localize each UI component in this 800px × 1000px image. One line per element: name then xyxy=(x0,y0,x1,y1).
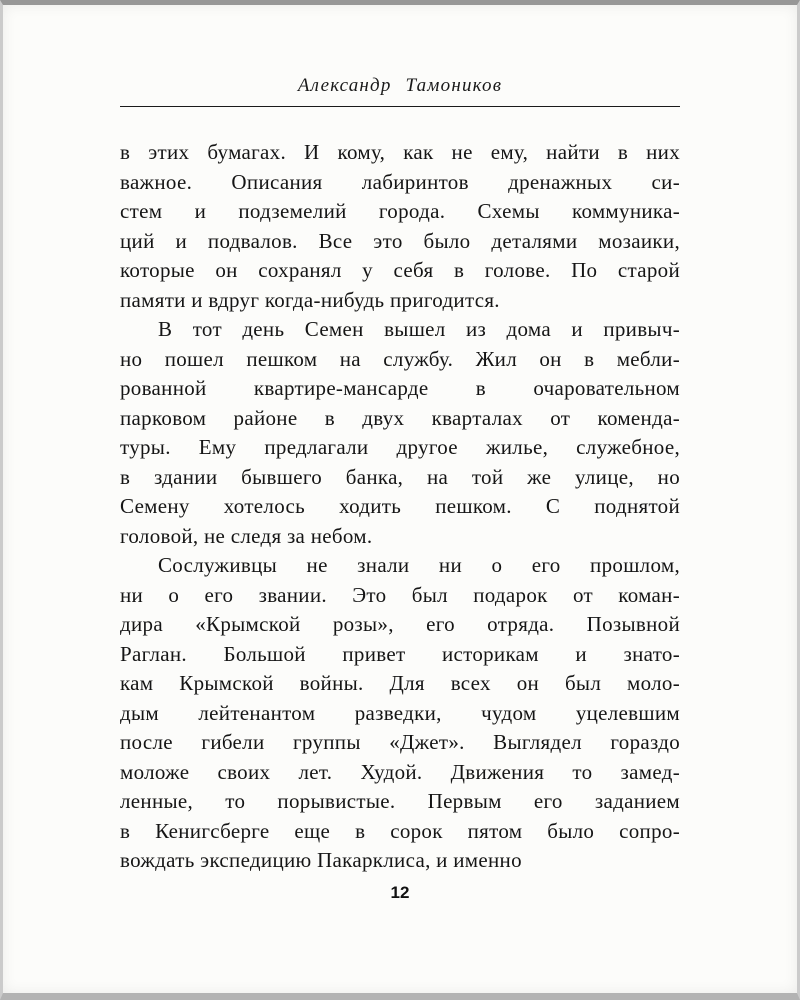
text-line: головой, не следя за небом. xyxy=(120,523,373,548)
page-body xyxy=(120,138,680,876)
text-line: но пошел пешком на службу. Жил он в мебли- xyxy=(120,346,680,371)
text-line: вождать экспедицию Пакарклиса, и именно xyxy=(120,848,522,872)
text-line: важное. Описания лабиринтов дренажных си- xyxy=(120,169,680,194)
text-line: кам Крымской войны. Для всех он был моло- xyxy=(120,671,680,695)
text-line: Сослуживцы не знали ни о его прошлом, xyxy=(158,553,680,577)
text-line: Раглан. Большой привет историкам и знато- xyxy=(120,641,680,666)
text-line: моложе своих лет. Худой. Движения то замед- xyxy=(120,759,680,784)
text-line: памяти и вдруг когда-нибудь пригодится. xyxy=(120,287,500,312)
text-line: которые он сохранял у себя в голове. По старой xyxy=(120,258,680,282)
paragraph xyxy=(120,315,680,551)
text-line: парковом районе в двух кварталах от коменда- xyxy=(120,405,680,430)
running-header: Александр Тамоников xyxy=(297,75,503,96)
text-line: туры. Ему предлагали другое жилье, служебное, xyxy=(120,435,680,459)
text-line: рованной квартире-мансарде в очаровательном xyxy=(120,376,680,400)
text-line: в Кенигсберге еще в сорок пятом было сопро- xyxy=(120,818,680,843)
text-line: В тот день Семен вышел из дома и привыч- xyxy=(158,317,680,341)
paragraph xyxy=(120,138,680,315)
text-line: в здании бывшего банка, на той же улице, но xyxy=(120,464,680,489)
text-line: стем и подземелий города. Схемы коммуника- xyxy=(120,199,680,223)
text-line: ций и подвалов. Все это было деталями мозаики, xyxy=(120,228,680,253)
text-line: ни о его звании. Это был подарок от коман- xyxy=(120,582,680,607)
text-line: ленные, то порывистые. Первым его заданием xyxy=(120,789,680,813)
header-rule xyxy=(120,106,680,107)
text-line: дира «Крымской розы», его отряда. Позывной xyxy=(120,612,680,636)
text-line: в этих бумагах. И кому, как не ему, найти в них xyxy=(120,140,680,164)
text-line: Семену хотелось ходить пешком. С поднятой xyxy=(120,494,680,518)
text-line: после гибели группы «Джет». Выглядел гораздо xyxy=(120,730,680,754)
text-line: дым лейтенантом разведки, чудом уцелевшим xyxy=(120,700,680,725)
page-number: 12 xyxy=(390,883,410,902)
paragraph xyxy=(120,551,680,876)
